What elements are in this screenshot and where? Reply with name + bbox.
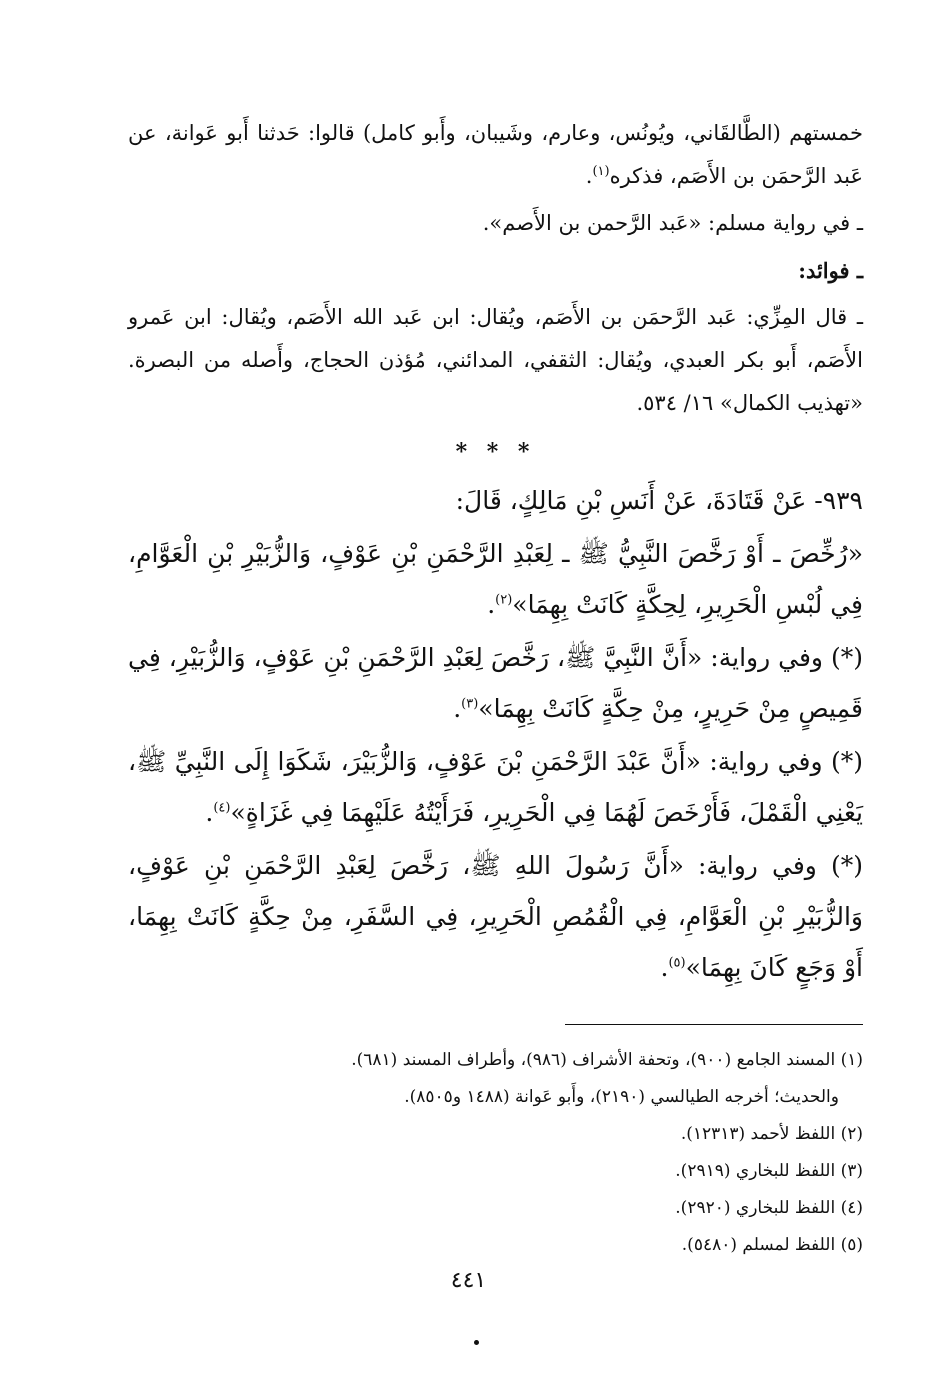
chain-paragraph: خمستهم (الطَّالقَاني، ويُونُس، وعارم، وشَيبان، وأَبو كامل) قالوا: حَدثنا أَبو عَوانة، عن عَبد الرَّحمَن بن الأَصَم، فذكره$^{(١)}$.	[128, 121, 863, 188]
footnote-5: (٥) اللفظ لمسلم (٥٤٨٠).	[681, 1235, 863, 1255]
footnote-1-continued: والحديث؛ أخرجه الطيالسي (٢١٩٠)، وأَبو عَوانة (١٤٨٨ و٨٥٠٥).	[404, 1087, 839, 1107]
hadith-main-text: «رُخِّصَ ـ أَوْ رَخَّصَ النَّبِيُّ ﷺ ـ لِعَبْدِ الرَّحْمَنِ بْنِ عَوْفٍ، وَالزُّبَيْرِ بْنِ الْعَوَّامِ، فِي لُبْسِ الْحَرِيرِ، لِحِكَّةٍ كَانَتْ بِهِمَا»$^{(٢)}$.	[128, 539, 863, 619]
hadith-intro: ٩٣٩- عَنْ قَتَادَةَ، عَنْ أَنَسِ بْنِ مَالِكٍ، قَالَ:	[455, 486, 863, 515]
footnote-marker: (٢)	[495, 592, 513, 608]
hadith-variant-2: (*) وفي رواية: «أَنَّ عَبْدَ الرَّحْمَنِ بْنَ عَوْفٍ، وَالزُّبَيْرَ، شَكَوَا إِلَى النَّبِيِّ ﷺ، يَعْنِي الْقَمْلَ، فَأَرْخَصَ لَهُمَا فِي الْحَرِيرِ، فَرَأَيْتُهُ عَلَيْهِمَا فِي غَزَاةٍ»$^{(٤)}$.	[128, 747, 863, 827]
main-text	[128, 112, 863, 993]
footnote-marker: (٥)	[668, 955, 686, 971]
footnote-3: (٣) اللفظ للبخاري (٢٩١٩).	[675, 1161, 863, 1181]
footnote-2: (٢) اللفظ لأحمد (١٢٣١٣).	[680, 1124, 863, 1144]
footnote-1: (١) المسند الجامع (٩٠٠)، وتحفة الأشراف (٩٨٦)، وأطراف المسند (٦٨١).	[351, 1050, 863, 1070]
mizzi-quote: ـ قال المِزِّي: عَبد الرَّحمَن بن الأَصَم، ويُقال: ابن عَبد الله الأَصَم، ويُقال: ابن عَمرو الأَصَم، أَبو بكر العبدي، ويُقال: الثقفي، المدائني، مُؤذن الحجاج، وأَصله من البصرة. «تهذيب الكمال» ١٦/ ٥٣٤.	[128, 305, 863, 415]
page-number: ٤٤١	[450, 1268, 487, 1293]
hadith-variant-3: (*) وفي رواية: «أَنَّ رَسُولَ اللهِ ﷺ، رَخَّصَ لِعَبْدِ الرَّحْمَنِ بْنِ عَوْفٍ، وَالزُّبَيْرِ بْنِ الْعَوَّامِ، فِي الْقُمُصِ الْحَرِيرِ، فِي السَّفَرِ، مِنْ حِكَّةٍ كَانَتْ بِهِمَا، أَوْ وَجَعٍ كَانَ بِهِمَا»$^{(٥)}$.	[128, 851, 863, 982]
footnote-marker: (٣)	[461, 696, 479, 712]
footnote-divider	[565, 1024, 863, 1025]
footnotes	[128, 1042, 863, 1264]
footnote-4: (٤) اللفظ للبخاري (٢٩٢٠).	[675, 1198, 863, 1218]
page-dot-mark	[474, 1340, 479, 1345]
muslim-narration-note: ـ في رواية مسلم: «عَبد الرَّحمن بن الأَصم».	[482, 211, 863, 235]
footnote-marker: (٤)	[213, 800, 231, 816]
benefits-heading: ـ فوائد:	[798, 258, 863, 283]
footnote-marker: (١)	[592, 164, 610, 179]
section-separator: * * *	[455, 439, 536, 465]
hadith-variant-1: (*) وفي رواية: «أَنَّ النَّبِيَّ ﷺ، رَخَّصَ لِعَبْدِ الرَّحْمَنِ بْنِ عَوْفٍ، وَالزُّبَيْرِ، فِي قَمِيصٍ مِنْ حَرِيرٍ، مِنْ حِكَّةٍ كَانَتْ بِهِمَا»$^{(٣)}$.	[128, 643, 863, 723]
